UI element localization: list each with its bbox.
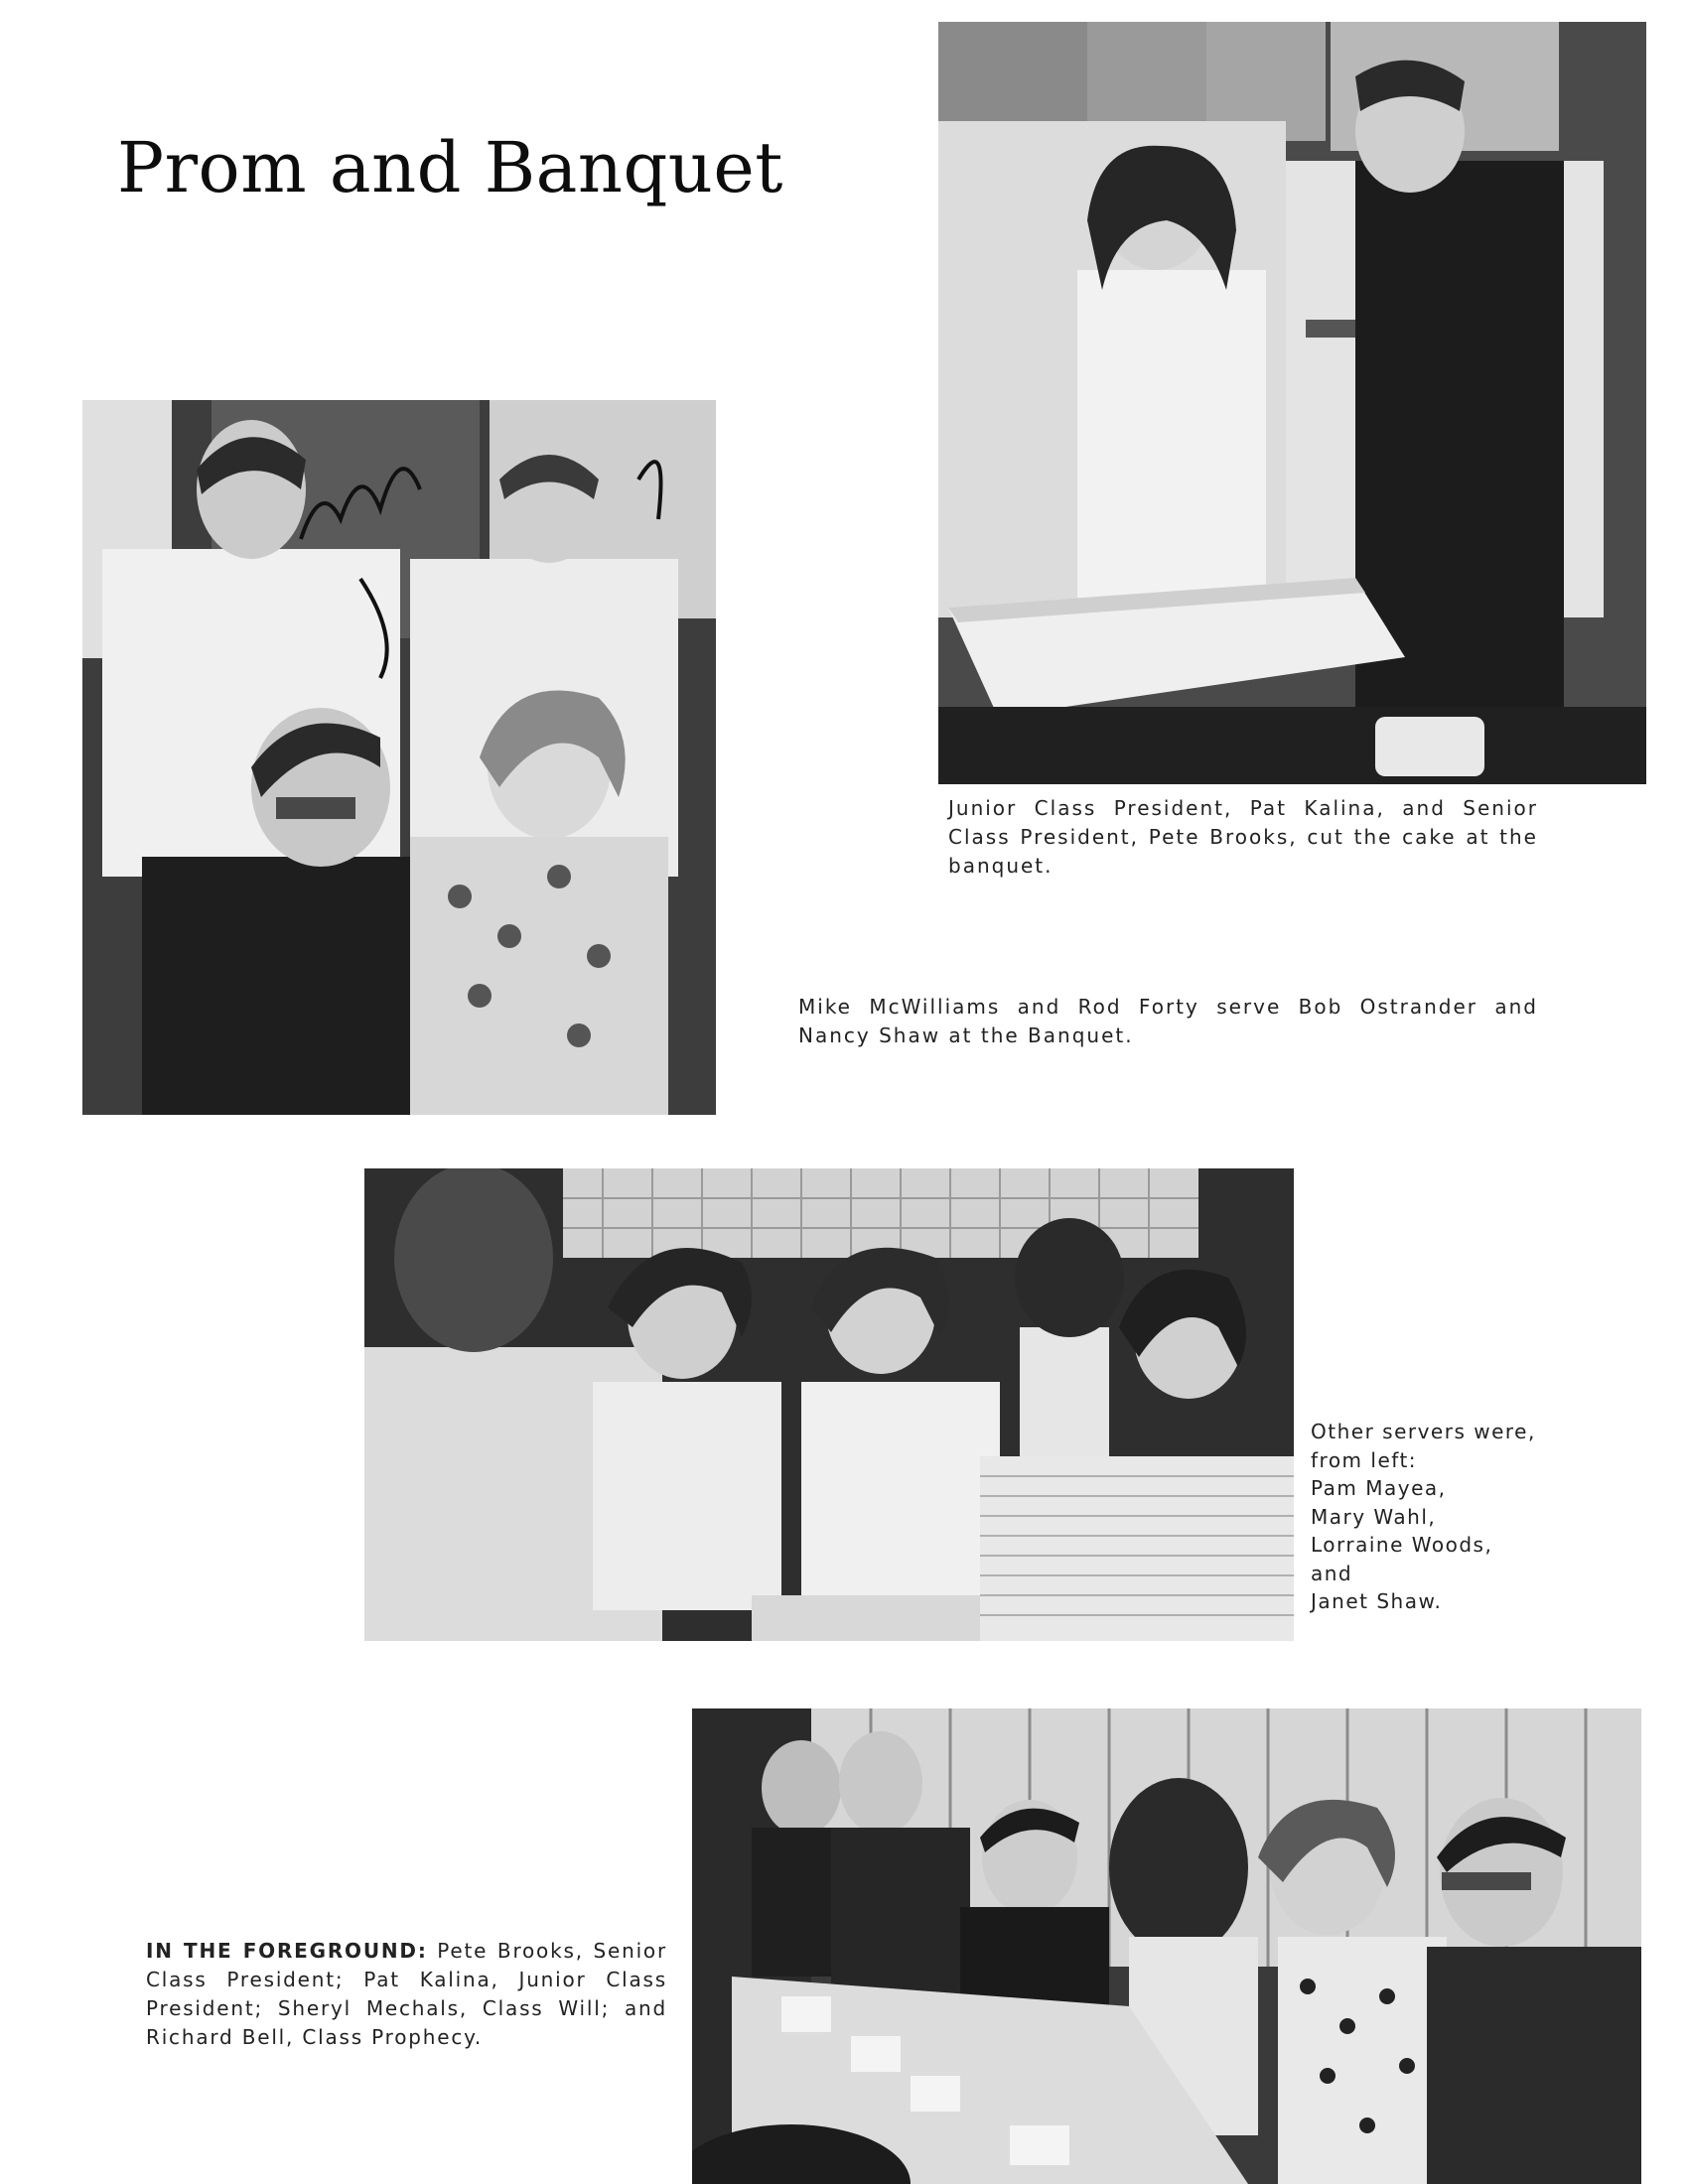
server-name: Pam Mayea, <box>1311 1476 1447 1500</box>
caption-head-table-text: Pete Brooks, Senior Class President; Pat Kalina, Junior Class President; Sheryl Mechals, Class Will; and Richard Bell, Class Prophecy. <box>146 1939 667 2049</box>
photo-serving <box>82 400 716 1115</box>
caption-servers <box>1311 1418 1549 1616</box>
server-name: and <box>1311 1561 1353 1585</box>
caption-servers-intro-2: from left: <box>1311 1447 1418 1472</box>
photo-servers <box>364 1168 1294 1641</box>
photo-head-table <box>692 1708 1641 2184</box>
server-name: Lorraine Woods, <box>1311 1533 1493 1557</box>
caption-head-table <box>146 1937 667 2052</box>
caption-serving: Mike McWilliams and Rod Forty serve Bob Ostrander and Nancy Shaw at the Banquet. <box>798 995 1538 1047</box>
caption-head-table-lead: IN THE FOREGROUND: <box>146 1939 428 1963</box>
page-title: Prom and Banquet <box>117 127 783 208</box>
server-name: Janet Shaw. <box>1311 1589 1443 1613</box>
photo-cake-cutting <box>938 22 1646 784</box>
caption-cake-cutting: Junior Class President, Pat Kalina, and Senior Class President, Pete Brooks, cut the cake at the banquet. <box>948 796 1538 878</box>
caption-servers-intro: Other servers were, <box>1311 1420 1536 1443</box>
server-name: Mary Wahl, <box>1311 1504 1437 1529</box>
